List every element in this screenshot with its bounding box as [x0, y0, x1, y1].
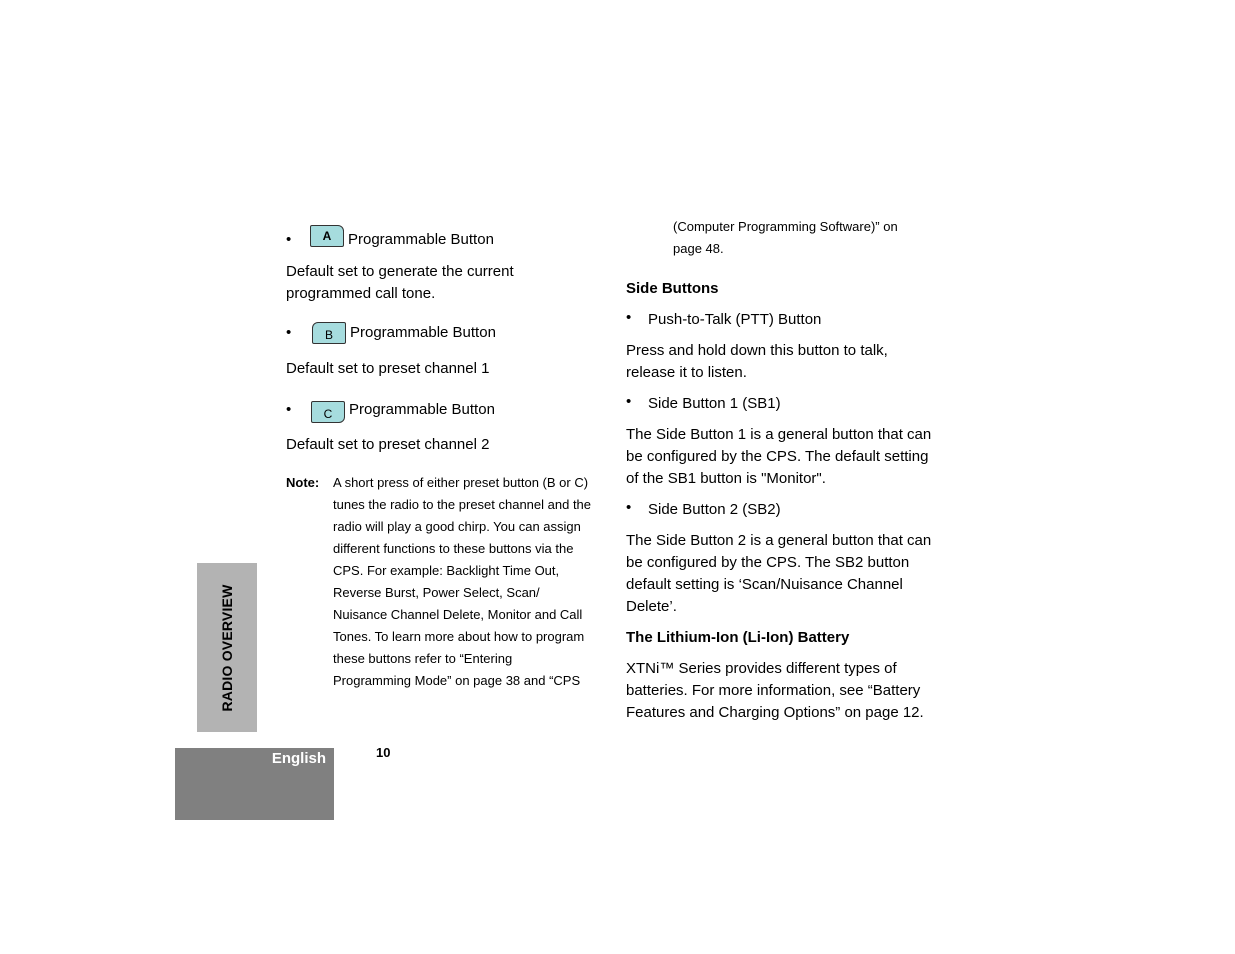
- text-line: batteries. For more information, see “Battery: [626, 682, 921, 699]
- text-line: Features and Charging Options” on page 12.: [626, 704, 924, 721]
- item-a-description: Default set to generate the current programmed call tone.: [286, 263, 514, 302]
- note-line: tunes the radio to the preset channel and the: [333, 497, 592, 512]
- item-b-description: Default set to preset channel 1: [286, 360, 490, 377]
- sb1-description: [626, 424, 931, 490]
- sb2-bullet: Side Button 2 (SB2): [648, 501, 781, 518]
- sb1-bullet: Side Button 1 (SB1): [648, 395, 781, 412]
- section-tab-label: RADIO OVERVIEW: [219, 583, 235, 712]
- note-line: different functions to these buttons via the: [333, 541, 574, 556]
- page-number: 10: [376, 745, 391, 760]
- text-line: Delete’.: [626, 598, 677, 615]
- bullet: •: [286, 401, 292, 418]
- sb2-description: [626, 530, 931, 618]
- button-b-key: B: [324, 328, 333, 342]
- text-line: XTNi™ Series provides different types of: [626, 660, 897, 677]
- text-line: default setting is ‘Scan/Nuisance Channel: [626, 576, 903, 593]
- battery-heading: The Lithium-Ion (Li-Ion) Battery: [626, 629, 850, 646]
- note-line: (Computer Programming Software)” on: [673, 219, 898, 234]
- note-line: radio will play a good chirp. You can assign: [333, 519, 581, 534]
- note-line: Nuisance Channel Delete, Monitor and Call: [333, 607, 583, 622]
- item-c-label: Programmable Button: [349, 401, 495, 418]
- text-line: The Side Button 1 is a general button that can: [626, 426, 932, 443]
- language-label: English: [271, 750, 326, 767]
- language-tab: [175, 748, 334, 820]
- note-line: Tones. To learn more about how to program: [333, 629, 585, 644]
- bullet: •: [286, 324, 292, 341]
- text-line: be configured by the CPS. The SB2 button: [626, 554, 910, 571]
- text-line: The Side Button 2 is a general button that can: [626, 532, 932, 549]
- note-line: Programming Mode” on page 38 and “CPS: [333, 673, 581, 688]
- item-a-label: Programmable Button: [348, 231, 494, 248]
- item-c-description: Default set to preset channel 2: [286, 436, 490, 453]
- note-line: these buttons refer to “Entering: [333, 651, 513, 666]
- section-tab: [197, 563, 257, 732]
- text-line: Press and hold down this button to talk,: [626, 342, 888, 359]
- button-b-icon: [312, 322, 346, 344]
- ptt-bullet: Push-to-Talk (PTT) Button: [648, 311, 822, 328]
- note-line: page 48.: [673, 241, 724, 256]
- note-line: Reverse Burst, Power Select, Scan/: [333, 585, 540, 600]
- bullet: •: [626, 499, 632, 516]
- battery-description: [626, 658, 924, 724]
- item-b-label: Programmable Button: [350, 324, 496, 341]
- note-label: Note:: [286, 475, 320, 490]
- note-line: CPS. For example: Backlight Time Out,: [333, 563, 560, 578]
- note-continuation: [673, 216, 898, 260]
- text-line: of the SB1 button is "Monitor".: [626, 470, 826, 487]
- bullet: •: [626, 393, 632, 410]
- bullet: •: [286, 231, 292, 248]
- note-line: A short press of either preset button (B or C): [333, 475, 589, 490]
- button-c-icon: [311, 401, 345, 423]
- note-text: [333, 472, 618, 692]
- text-line: be configured by the CPS. The default setting: [626, 448, 929, 465]
- ptt-description: [626, 340, 888, 384]
- button-c-key: C: [323, 407, 333, 421]
- bullet: •: [626, 309, 632, 326]
- button-a-icon: [310, 225, 344, 247]
- text-line: release it to listen.: [626, 364, 747, 381]
- button-a-key: A: [322, 229, 332, 243]
- side-buttons-heading: Side Buttons: [626, 280, 719, 297]
